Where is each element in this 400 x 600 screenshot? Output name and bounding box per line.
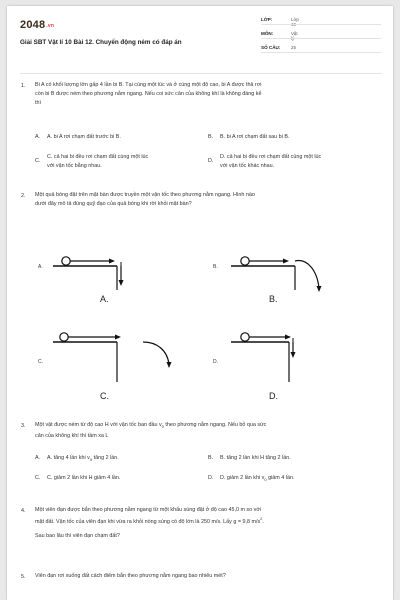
meta-key: MÔN: [261,31,274,36]
figure-caption: A. [100,294,109,304]
option-text: C. giảm 2 lần khi H giảm 4 lần. [47,475,121,481]
page-title: Giải SBT Vật lí 10 Bài 12. Chuyển động ném có đáp án [20,39,182,46]
superscript: 2 [260,515,263,521]
logo-suffix: .vn [46,23,55,29]
option-d[interactable] [208,153,383,170]
figure-option-label[interactable]: D. [213,359,218,365]
option-letter: B. [208,134,214,140]
text-run: . [262,518,264,525]
figure-a-diagram [51,228,191,290]
figure-b-diagram [229,228,379,290]
question-number: 5. [21,574,26,580]
question-text [35,191,385,209]
option-text [47,153,148,170]
option-text [220,153,321,170]
question-number: 4. [21,508,26,514]
text-run: D. giảm 2 lần khi v [220,475,265,481]
question-line: dưới đây mô tả đúng quỹ đạo của quả bóng khi rời khỏi mặt bàn? [35,200,192,207]
option-line: C. cả hai bi đều rơi chạm đất cùng một lúc [47,154,149,160]
meta-key: SỐ CÂU: [261,45,281,50]
question-text [35,421,385,441]
question-number: 3. [21,423,26,429]
option-letter: B. [208,455,214,461]
subscript: 0 [89,457,93,463]
question-line: cản của không khí thì tầm xa L [35,432,109,439]
option-c[interactable] [35,153,205,170]
option-letter: D. [208,158,214,164]
figure-option-label[interactable]: B. [213,264,218,270]
question-line [35,421,385,432]
question-text [35,81,385,107]
text-run: Một vật được ném từ độ cao H với vận tốc ban đầu v [35,422,162,428]
question-line: thì [35,99,41,106]
question-line: Sau bao lâu thì viên đạn chạm đất? [35,533,120,540]
meta-value: Vật lý [291,31,298,41]
site-logo[interactable] [20,19,54,31]
divider [261,38,381,39]
question-line: Một quả bóng đặt trên mặt bàn được truyền một vận tốc theo phương nằm ngang. Hình nào [35,192,255,198]
option-letter: C. [35,475,41,481]
question-line: Một viên đạn được bắn theo phương nằm ngang từ một khẩu súng đặt ở độ cao 45,0 m so với [35,507,262,513]
figure-d-diagram [229,324,379,386]
header-divider [20,73,382,74]
option-letter: A. [35,455,41,461]
question-number: 2. [21,193,26,199]
option-text [220,474,294,485]
subscript: 0 [161,424,164,430]
question-text [35,572,385,581]
question-line [35,515,387,527]
question-text [35,506,387,541]
option-letter: C. [35,158,41,164]
divider [261,24,381,25]
option-line: với vận tốc bằng nhau. [47,162,102,169]
option-text [47,454,119,465]
figure-caption: B. [269,294,278,304]
option-text: B. bi A rơi chạm đất sau bi B. [220,134,290,140]
option-line: với vận tốc khác nhau. [220,162,275,169]
text-run: tăng 2 lần. [92,455,119,461]
figure-option-label[interactable]: C. [38,359,43,365]
option-letter: D. [208,475,214,481]
question-line: còn bi B được ném theo phương nằm ngang. Nếu coi sức cản của không khí là không đáng kể [35,90,262,97]
text-run: mặt đất. Vận tốc của viên đạn khi vừa ra khỏi nòng súng có độ lớn là 250 m/s. Lấy g = 9,8 m/s [35,518,261,525]
question-number: 1. [21,83,26,89]
divider [261,52,381,53]
subscript: 0 [264,477,267,483]
figure-option-label[interactable]: A. [38,264,43,270]
option-line: D. cả hai bi đều rơi chạm đất cùng một lúc [220,154,322,160]
figure-caption: D. [269,391,278,401]
meta-value: Lớp 10 [291,17,299,27]
option-text: A. bi A rơi chạm đất trước bi B. [47,134,121,140]
question-line: Bi A có khối lượng lớn gấp 4 lần bi B. Tại cùng một lúc và ở cùng một độ cao, bi A được thả rơi [35,82,262,88]
text-run: A. tăng 4 lần khi v [47,455,90,461]
text-run: giảm 4 lần. [266,475,295,481]
text-run: theo phương nằm ngang. Nếu bỏ qua sức [163,422,267,428]
meta-value: 25 [291,45,296,50]
meta-key: LỚP: [261,17,273,22]
option-letter: A. [35,134,41,140]
question-line: Viên đạn rơi xuống đất cách điểm bắn theo phương nằm ngang bao nhiêu mét? [35,573,226,579]
figure-caption: C. [100,391,109,401]
figure-c-diagram [51,324,201,386]
option-text: B. tăng 2 lần khi H tăng 2 lần. [220,455,291,461]
document-page [7,6,393,600]
logo-text: 2048 [20,19,46,31]
